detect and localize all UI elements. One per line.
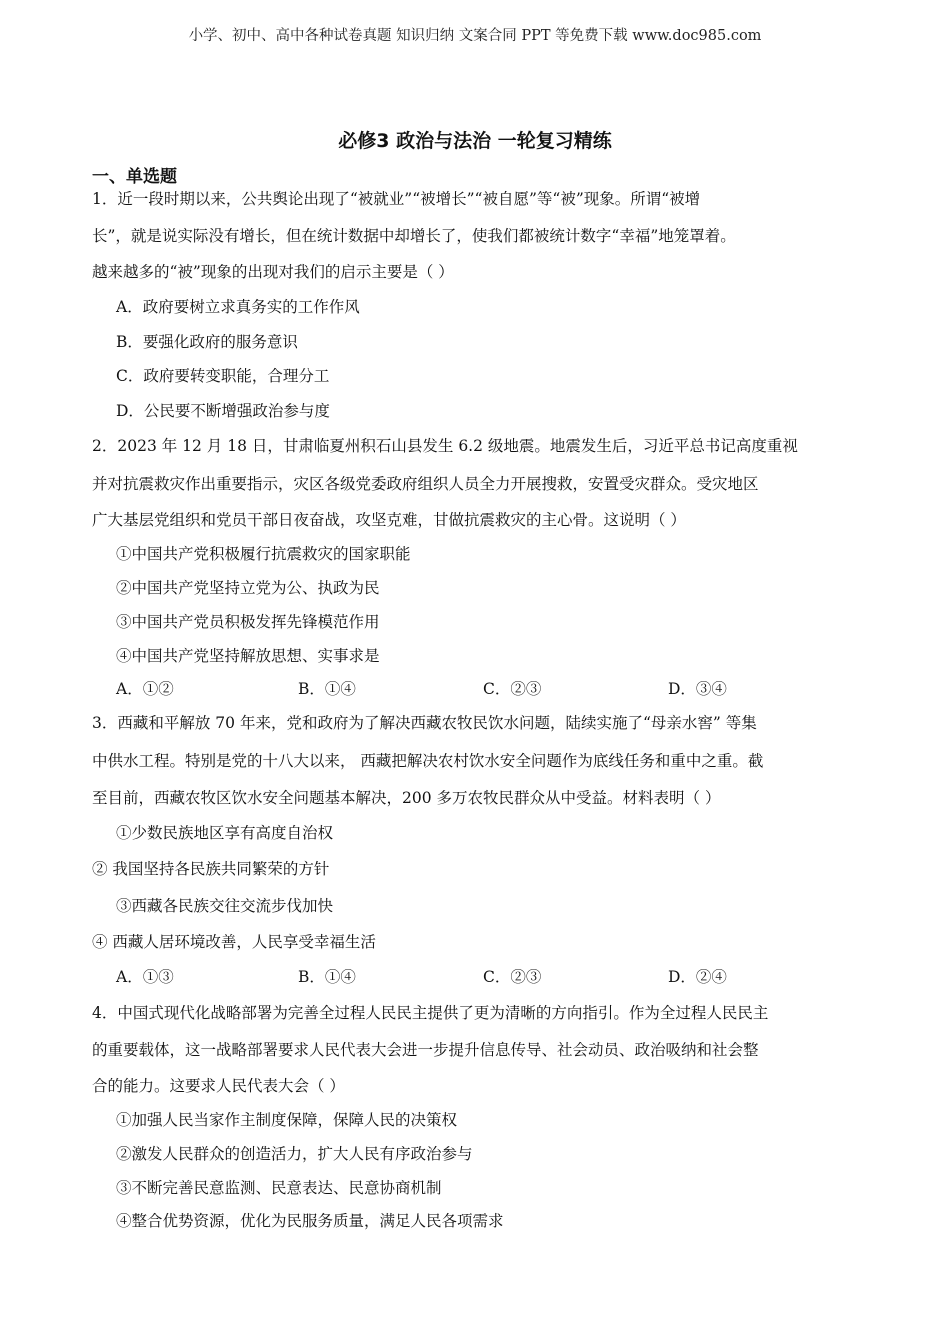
statement-item: ①中国共产党积极履行抗震救灾的国家职能 xyxy=(116,545,411,563)
page-header: 小学、初中、高中各种试卷真题 知识归纳 文案合同 PPT 等免费下载 www.doc985.com xyxy=(188,28,762,44)
statement-item: ①加强人民当家作主制度保障，保障人民的决策权 xyxy=(116,1111,458,1129)
question-stem-line: 3．西藏和平解放 70 年来，党和政府为了解决西藏农牧民饮水问题，陆续实施了“母亲水窖” 等集 xyxy=(92,714,757,732)
statement-item: ③中国共产党员积极发挥先锋模范作用 xyxy=(116,613,380,631)
question-stem-line: 至目前，西藏农牧区饮水安全问题基本解决，200 多万农牧民群众从中受益。材料表明（ ） xyxy=(92,789,721,807)
question-stem-line: 并对抗震救灾作出重要指示，灾区各级党委政府组织人员全力开展搜救，安置受灾群众。受灾地区 xyxy=(92,475,759,493)
option-d[interactable]: D．公民要不断增强政治参与度 xyxy=(116,402,330,420)
choice-c[interactable]: C．②③ xyxy=(483,680,542,698)
statement-item: ④ 西藏人居环境改善，人民享受幸福生活 xyxy=(92,933,376,951)
statement-item: ② 我国坚持各民族共同繁荣的方针 xyxy=(92,860,330,878)
option-a[interactable]: A．政府要树立求真务实的工作作风 xyxy=(116,298,360,316)
question-stem-line: 的重要载体，这一战略部署要求人民代表大会进一步提升信息传导、社会动员、政治吸纳和社会整 xyxy=(92,1041,759,1059)
option-b[interactable]: B．要强化政府的服务意识 xyxy=(116,333,298,351)
choice-a[interactable]: A．①③ xyxy=(116,968,174,986)
statement-item: ③不断完善民意监测、民意表达、民意协商机制 xyxy=(116,1179,442,1197)
choice-d[interactable]: D．③④ xyxy=(668,680,727,698)
statement-item: ②中国共产党坚持立党为公、执政为民 xyxy=(116,579,380,597)
choice-a[interactable]: A．①② xyxy=(116,680,174,698)
question-stem-line: 越来越多的“被”现象的出现对我们的启示主要是（ ） xyxy=(92,263,454,281)
statement-item: ④中国共产党坚持解放思想、实事求是 xyxy=(116,647,380,665)
statement-item: ④整合优势资源，优化为民服务质量，满足人民各项需求 xyxy=(116,1212,504,1230)
statement-item: ③西藏各民族交往交流步伐加快 xyxy=(116,897,334,915)
question-stem-line: 1．近一段时期以来，公共舆论出现了“被就业”“被增长”“被自愿”等“被”现象。所谓“被增 xyxy=(92,190,701,208)
question-stem-line: 2．2023 年 12 月 18 日，甘肃临夏州积石山县发生 6.2 级地震。地震发生后，习近平总书记高度重视 xyxy=(92,437,798,455)
question-stem-line: 合的能力。这要求人民代表大会（ ） xyxy=(92,1077,345,1095)
question-stem-line: 4．中国式现代化战略部署为完善全过程人民民主提供了更为清晰的方向指引。作为全过程人民民主 xyxy=(92,1004,769,1022)
choice-c[interactable]: C．②③ xyxy=(483,968,542,986)
question-stem-line: 广大基层党组织和党员干部日夜奋战，攻坚克难，甘做抗震救灾的主心骨。这说明（ ） xyxy=(92,511,686,529)
statement-item: ①少数民族地区享有高度自治权 xyxy=(116,824,334,842)
page-title: 必修3 政治与法治 一轮复习精练 xyxy=(338,130,612,152)
choice-b[interactable]: B．①④ xyxy=(298,680,356,698)
statement-item: ②激发人民群众的创造活力，扩大人民有序政治参与 xyxy=(116,1145,473,1163)
section-heading: 一、单选题 xyxy=(92,167,177,187)
option-c[interactable]: C．政府要转变职能，合理分工 xyxy=(116,367,330,385)
choice-d[interactable]: D．②④ xyxy=(668,968,727,986)
question-stem-line: 长”，就是说实际没有增长，但在统计数据中却增长了，使我们都被统计数字“幸福”地笼罩着。 xyxy=(92,227,736,245)
choice-b[interactable]: B．①④ xyxy=(298,968,356,986)
question-stem-line: 中供水工程。特别是党的十八大以来， 西藏把解决农村饮水安全问题作为底线任务和重中之重。截 xyxy=(92,752,764,770)
